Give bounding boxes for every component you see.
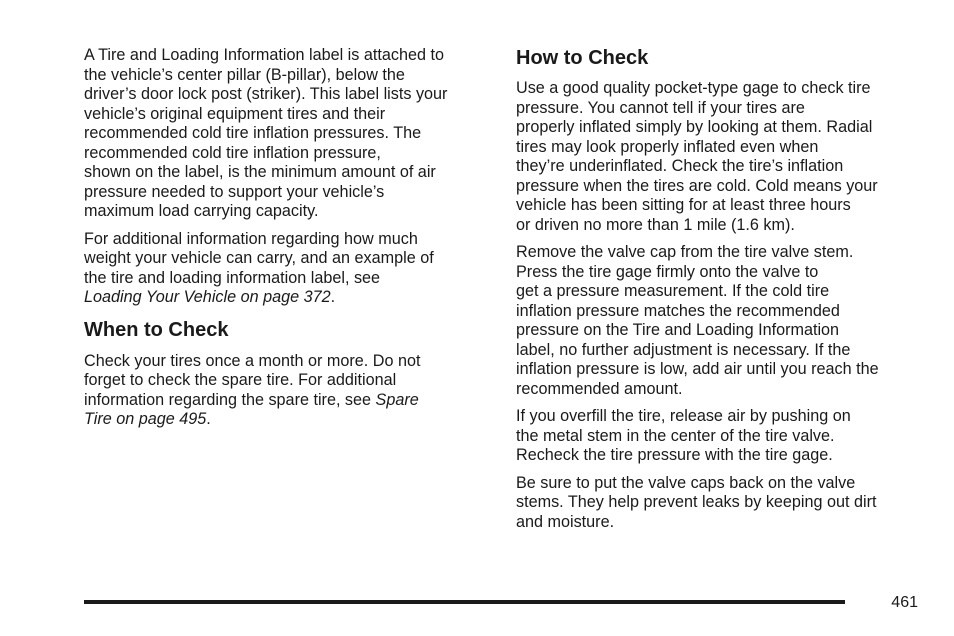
overfill-paragraph [516, 407, 928, 466]
text-line: the tire and loading information label, see [84, 268, 381, 287]
valve-caps-paragraph [516, 474, 928, 533]
valve-cap-paragraph [516, 243, 928, 399]
text-line: stems. They help prevent leaks by keeping out dirt [516, 493, 877, 511]
text-line: If you overfill the tire, release air by pushing on [516, 407, 851, 425]
text-line: recommended cold tire inflation pressures. The [84, 124, 422, 142]
text-line: Check your tires once a month or more. Do not [84, 351, 421, 370]
when-to-check-heading: When to Check [84, 318, 229, 341]
spare-tire-reference-link-cont[interactable]: Tire on page 495 [84, 410, 207, 428]
when-to-check-paragraph [84, 352, 496, 430]
text-line: label, no further adjustment is necessary. If the [516, 340, 851, 359]
text-line [84, 410, 496, 430]
text-line: vehicle’s original equipment tires and their [84, 104, 386, 123]
text-line: Recheck the tire pressure with the tire gage. [516, 446, 833, 464]
text-line: A Tire and Loading Information label is attached to [84, 46, 444, 64]
text-line: Use a good quality pocket-type gage to check tire [516, 79, 871, 97]
spare-tire-reference-link[interactable]: Spare [375, 390, 419, 409]
text-line: they’re underinflated. Check the tire’s inflation [516, 157, 844, 175]
text-line [84, 288, 496, 308]
right-column [516, 46, 928, 540]
text-line [84, 391, 496, 411]
page-number: 461 [891, 594, 918, 611]
text-line: forget to check the spare tire. For additional [84, 371, 397, 389]
text-line: weight your vehicle can carry, and an example of [84, 249, 434, 267]
tire-label-paragraph [84, 46, 496, 222]
text-line: Remove the valve cap from the tire valve stem. [516, 243, 854, 261]
text-line: maximum load carrying capacity. [84, 202, 319, 220]
text-line: pressure. You cannot tell if your tires are [516, 98, 805, 117]
text-line: the metal stem in the center of the tire valve. [516, 426, 835, 445]
text-line: recommended cold tire inflation pressure, [84, 143, 381, 162]
footer-rule [84, 600, 845, 604]
gage-paragraph [516, 79, 928, 235]
text-line: properly inflated simply by looking at them. Radial [516, 118, 873, 136]
text-line: For additional information regarding how much [84, 229, 418, 248]
punctuation: . [330, 288, 336, 306]
text-line: inflation pressure is low, add air until you reach the [516, 360, 879, 378]
text-line: tires may look properly inflated even when [516, 137, 819, 156]
text-fragment: information regarding the spare tire, see [84, 390, 376, 409]
loading-vehicle-reference-link[interactable]: Loading Your Vehicle on page 372 [84, 288, 331, 306]
text-line: recommended amount. [516, 379, 683, 398]
text-line: or driven no more than 1 mile (1.6 km). [516, 215, 795, 234]
text-line: get a pressure measurement. If the cold tire [516, 282, 830, 300]
text-line: pressure needed to support your vehicle’s [84, 182, 385, 201]
text-line: driver’s door lock post (striker). This label lists your [84, 85, 448, 103]
text-line: pressure when the tires are cold. Cold means your [516, 176, 878, 195]
text-line: Press the tire gage firmly onto the valve to [516, 262, 819, 281]
how-to-check-heading: How to Check [516, 47, 649, 69]
text-line: vehicle has been sitting for at least three hours [516, 196, 851, 214]
text-line: the vehicle’s center pillar (B-pillar), below the [84, 65, 405, 84]
left-column [84, 46, 496, 438]
additional-info-paragraph [84, 230, 496, 308]
punctuation: . [206, 410, 211, 428]
text-line: shown on the label, is the minimum amount of air [84, 163, 436, 181]
text-line: pressure on the Tire and Loading Information [516, 321, 840, 339]
text-line: Be sure to put the valve caps back on the valve [516, 473, 856, 492]
text-line: inflation pressure matches the recommended [516, 301, 840, 320]
text-line: and moisture. [516, 512, 615, 531]
